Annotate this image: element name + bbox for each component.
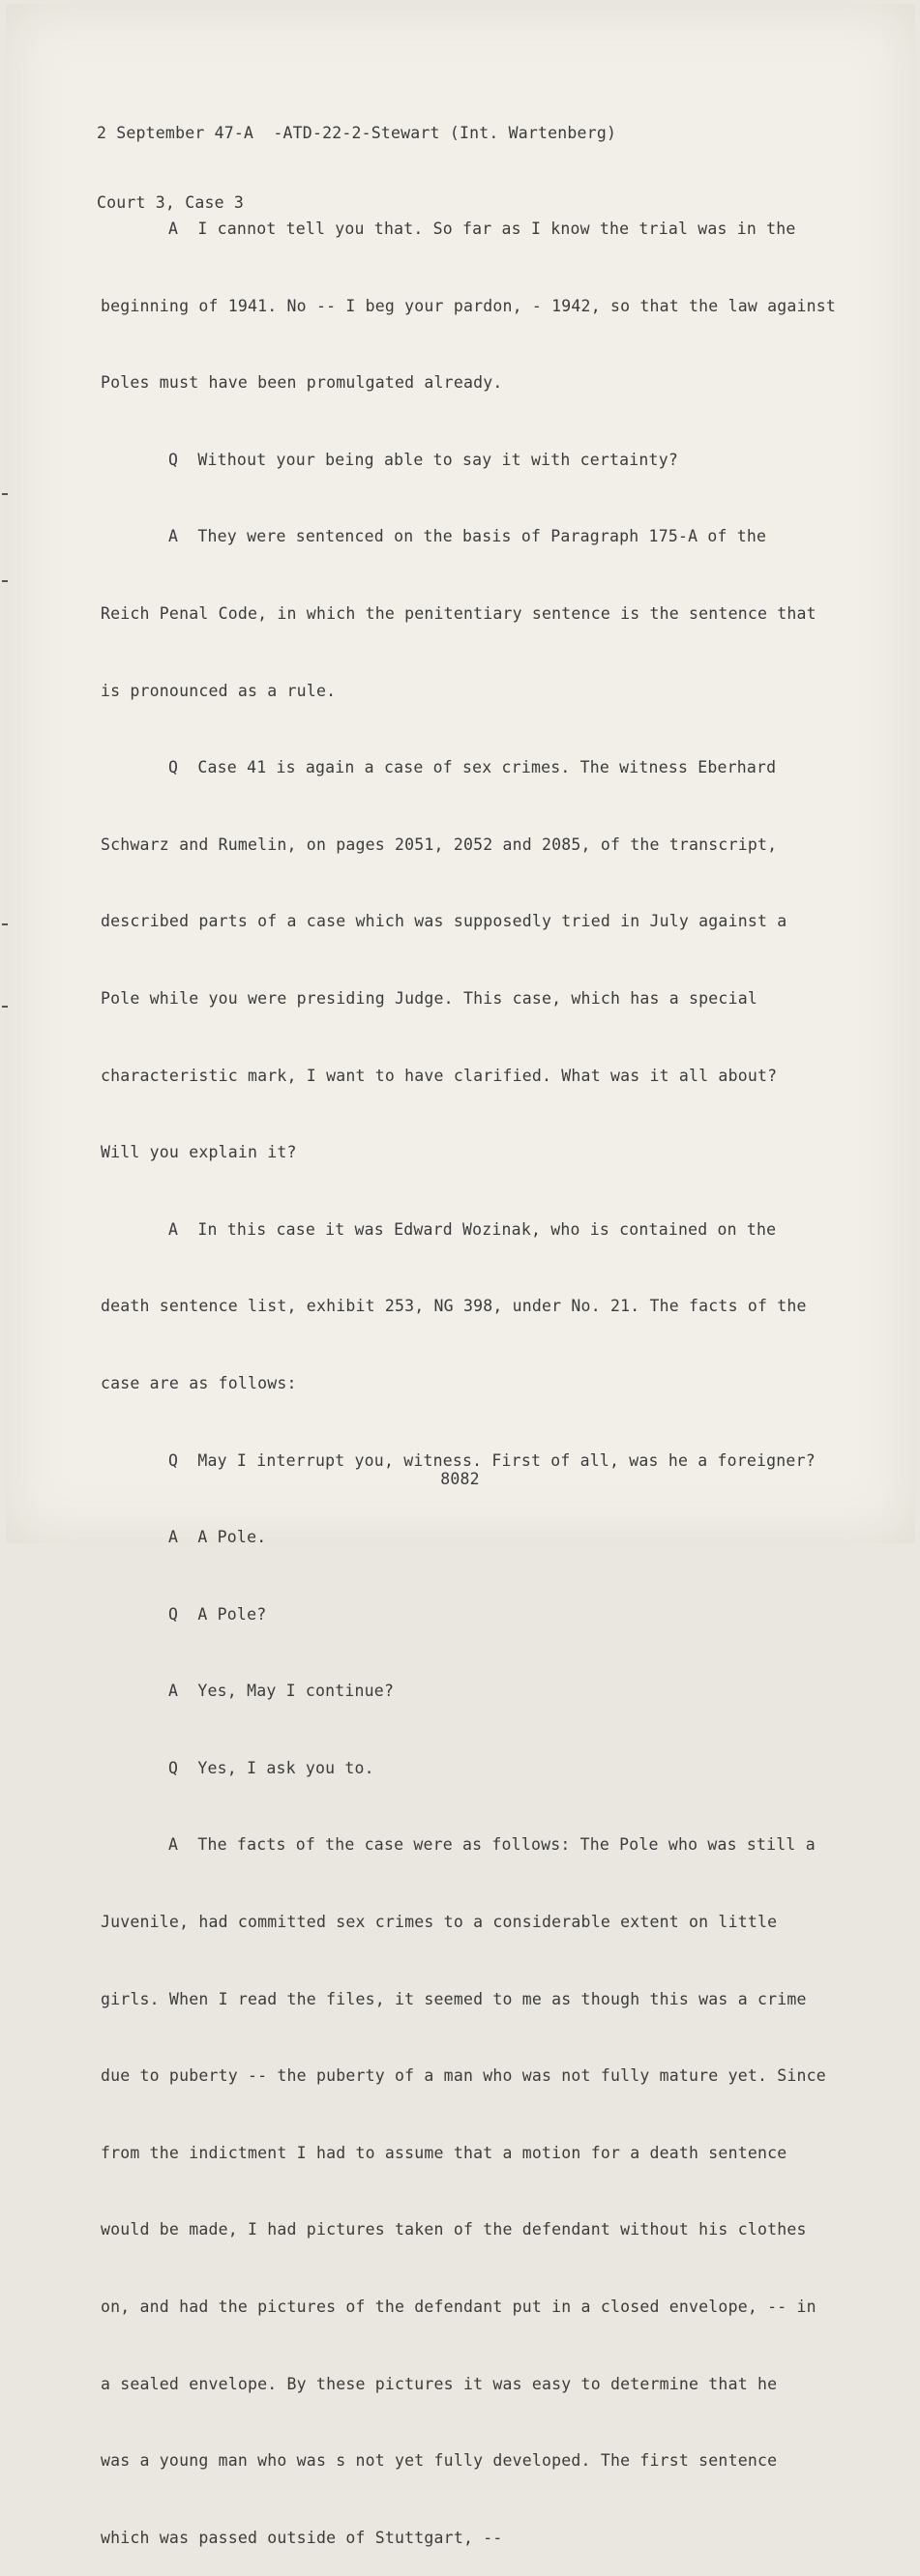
page-number: 8082: [440, 1470, 480, 1488]
transcript-line: a sealed envelope. By these pictures it was easy to determine that he: [101, 2374, 778, 2393]
transcript-line: Q Yes, I ask you to.: [168, 1758, 374, 1777]
transcript-line: due to puberty -- the puberty of a man who was not fully mature yet. Since: [101, 2066, 826, 2086]
transcript-line: death sentence list, exhibit 253, NG 398, under No. 21. The facts of the: [101, 1297, 807, 1316]
transcript-line: Poles must have been promulgated already.: [101, 373, 503, 393]
transcript-line: A The facts of the case were as follows: The Pole who was still a: [168, 1835, 816, 1855]
margin-mark: [2, 493, 8, 495]
transcript-body: [101, 172, 855, 2576]
transcript-line: A I cannot tell you that. So far as I know the trial was in the: [168, 220, 796, 238]
transcript-line: Pole while you were presiding Judge. This case, which has a special: [101, 988, 757, 1008]
transcript-line: Juvenile, had committed sex crimes to a considerable extent on little: [101, 1913, 778, 1932]
margin-mark: [2, 1006, 8, 1008]
transcript-line: Q Case 41 is again a case of sex crimes. The witness Eberhard: [168, 758, 777, 777]
transcript-line: girls. When I read the files, it seemed to me as though this was a crime: [101, 1989, 807, 2008]
transcript-line: was a young man who was s not yet fully developed. The first sentence: [101, 2451, 778, 2471]
margin-mark: [2, 923, 8, 925]
transcript-line: Reich Penal Code, in which the penitentiary sentence is the sentence that: [101, 603, 816, 623]
header-session-line: 2 September 47-A -ATD-22-2-Stewart (Int. Wartenberg): [97, 124, 617, 142]
transcript-line: A They were sentenced on the basis of Paragraph 175-A of the: [168, 527, 767, 546]
transcript-line: Q Without your being able to say it with certainty?: [168, 450, 678, 469]
transcript-line: on, and had the pictures of the defendant put in a closed envelope, -- in: [101, 2298, 816, 2317]
transcript-line: characteristic mark, I want to have clarified. What was it all about?: [101, 1066, 778, 1085]
header-court-line: Court 3, Case 3: [97, 193, 245, 212]
margin-mark: [2, 580, 8, 582]
transcript-line: described parts of a case which was supposedly tried in July against a: [101, 912, 787, 931]
transcript-line: from the indictment I had to assume that a motion for a death sentence: [101, 2143, 787, 2162]
transcript-line: Will you explain it?: [101, 1143, 297, 1162]
transcript-line: A A Pole.: [168, 1528, 267, 1547]
transcript-line: beginning of 1941. No -- I beg your pardon, - 1942, so that the law against: [101, 296, 837, 315]
transcript-line: case are as follows:: [101, 1373, 297, 1392]
transcript-line: Q May I interrupt you, witness. First of all, was he a foreigner?: [168, 1450, 816, 1470]
transcript-line: is pronounced as a rule.: [101, 681, 337, 700]
transcript-line: would be made, I had pictures taken of the defendant without his clothes: [101, 2220, 807, 2239]
transcript-line: Schwarz and Rumelin, on pages 2051, 2052 and 2085, of the transcript,: [101, 834, 778, 854]
transcript-line: Q A Pole?: [168, 1604, 267, 1624]
transcript-line: A Yes, May I continue?: [168, 1682, 395, 1701]
transcript-line: which was passed outside of Stuttgart, --: [101, 2528, 503, 2547]
transcript-line: A In this case it was Edward Wozinak, who is contained on the: [168, 1219, 777, 1239]
